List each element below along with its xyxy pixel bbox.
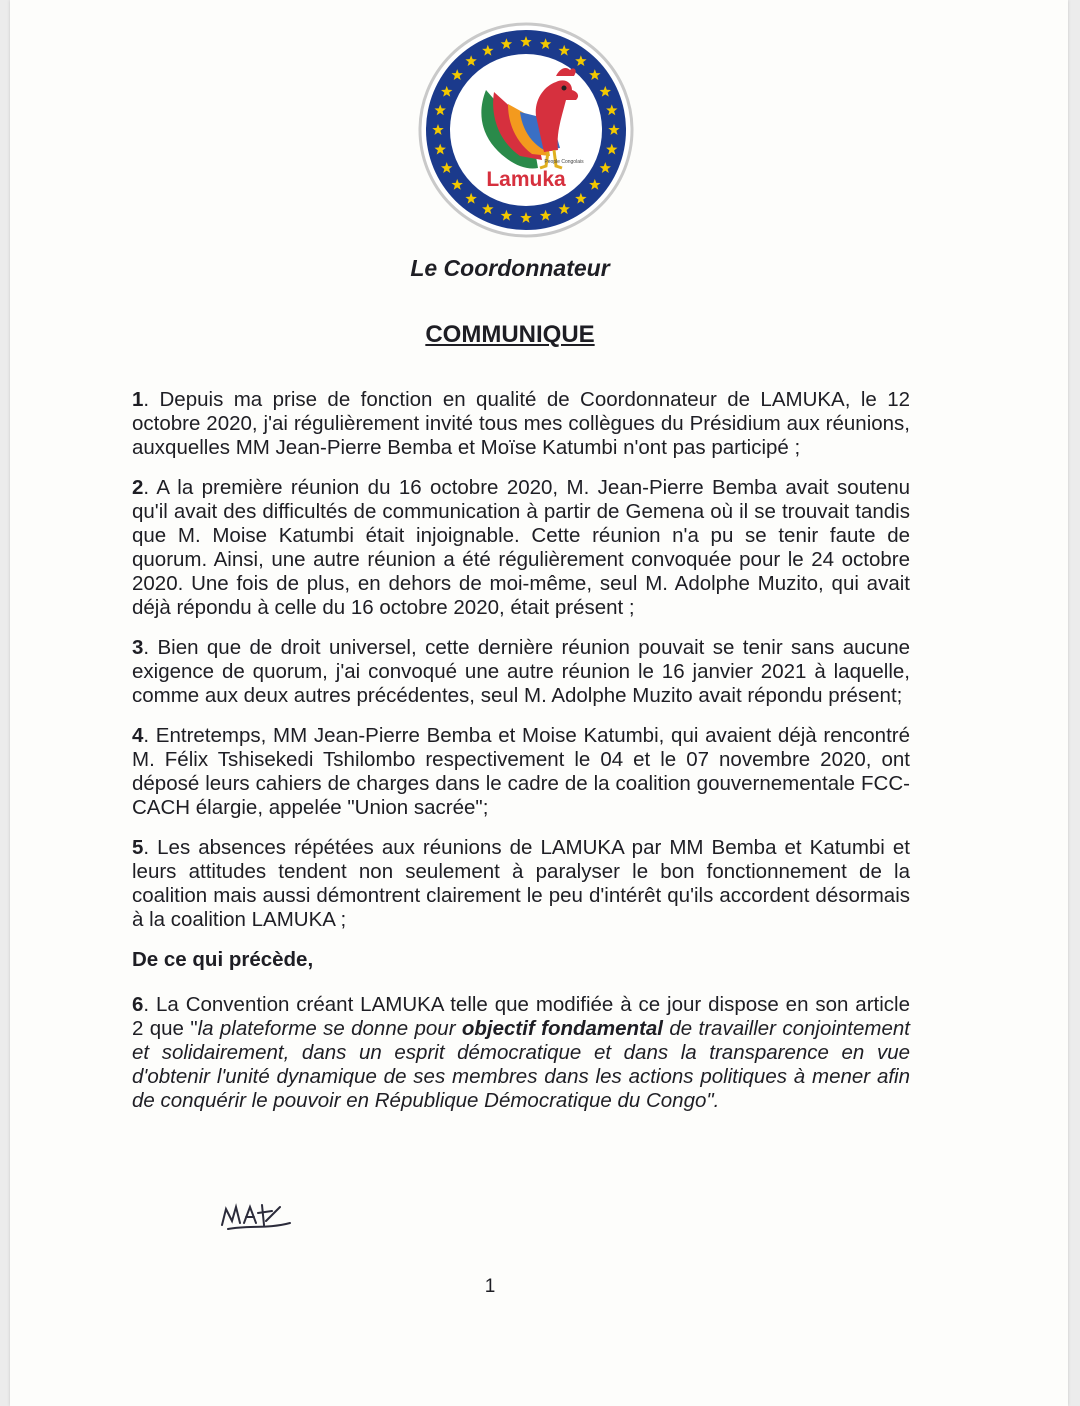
logo-name: Lamuka xyxy=(486,168,566,191)
paragraph-text: . Les absences répétées aux réunions de LAMUKA par MM Bemba et Katumbi et leurs attitudes tendent non seulement à paralyser le bon fonctionnement de la coalition mais aussi démontrent clairement le peu d'intérêt qu'ils accordent désormais à la coalition LAMUKA ; xyxy=(132,836,910,931)
paragraph-5 xyxy=(132,836,910,932)
paragraph-4 xyxy=(132,724,910,820)
transition-lead: De ce qui précède, xyxy=(132,948,314,971)
paragraph-1 xyxy=(132,388,910,460)
quote-close: ". xyxy=(706,1088,720,1112)
paragraph-text: . Bien que de droit universel, cette dernière réunion pouvait se tenir sans aucune exigence de quorum, j'ai convoqué une autre réunion le 16 janvier 2021 à laquelle, comme aux deux autres précédentes, seul M. Adolphe Muzito avait répondu présent; xyxy=(132,636,910,707)
lamuka-logo xyxy=(416,20,636,240)
paragraph-number: 2 xyxy=(132,476,144,499)
paragraph-text: . A la première réunion du 16 octobre 2020, M. Jean-Pierre Bemba avait soutenu qu'il avait des difficultés de communication à partir de Gemena où il se trouvait tandis que M. Moise Katumbi était injoignable. Cette réunion n'a pu se tenir faute de quorum. Ainsi, une autre réunion a été régulièrement convoquée pour le 24 octobre 2020. Une fois de plus, en dehors de moi-même, seul M. Adolphe Muzito, qui avait déjà répondu à celle du 16 octobre 2020, était présent ; xyxy=(132,476,910,619)
paragraph-number: 6 xyxy=(132,992,144,1016)
page-number: 1 xyxy=(484,1276,496,1297)
quote-bold: objectif fondamental xyxy=(461,1016,663,1040)
communique-body xyxy=(132,388,910,1133)
logo-tagline: People Congolais xyxy=(544,159,584,165)
paragraph-intro: . La Convention créant LAMUKA telle que modifiée à ce jour dispose en son article 2 que " xyxy=(132,992,910,1040)
paragraph-2 xyxy=(132,476,910,620)
quote-end: de travailler conjointement et solidairement, dans un esprit démocratique et dans la transparence en vue d'obtenir l'unité dynamique de ses membres dans les actions politiques à mener afin de conquérir le pouvoir en République Démocratique du Congo xyxy=(132,1016,910,1112)
paragraph-number: 3 xyxy=(132,636,144,659)
paragraph-number: 1 xyxy=(132,388,144,411)
paragraph-number: 5 xyxy=(132,836,144,859)
paragraph-number: 4 xyxy=(132,724,144,747)
paragraph-text: . Depuis ma prise de fonction en qualité de Coordonnateur de LAMUKA, le 12 octobre 2020, j'ai régulièrement invité tous mes collègues du Présidium aux réunions, auxquelles MM Jean-Pierre Bemba et Moïse Katumbi n'ont pas participé ; xyxy=(132,388,910,459)
signature-initials xyxy=(218,1195,298,1235)
quote-start: la plateforme se donne pour xyxy=(197,1016,462,1040)
coordinator-heading: Le Coordonnateur xyxy=(410,255,610,281)
paragraph-text: . Entretemps, MM Jean-Pierre Bemba et Moise Katumbi, qui avaient déjà rencontré M. Félix Tshisekedi Tshilombo respectivement le 04 et le 07 novembre 2020, ont déposé leurs cahiers de charges dans le cadre de la coalition gouvernementale FCC-CACH élargie, appelée "Union sacrée"; xyxy=(132,724,910,819)
paragraph-6 xyxy=(132,993,910,1113)
communique-title: COMMUNIQUE xyxy=(425,321,595,348)
paragraph-3 xyxy=(132,636,910,708)
document-page xyxy=(10,0,1068,1406)
